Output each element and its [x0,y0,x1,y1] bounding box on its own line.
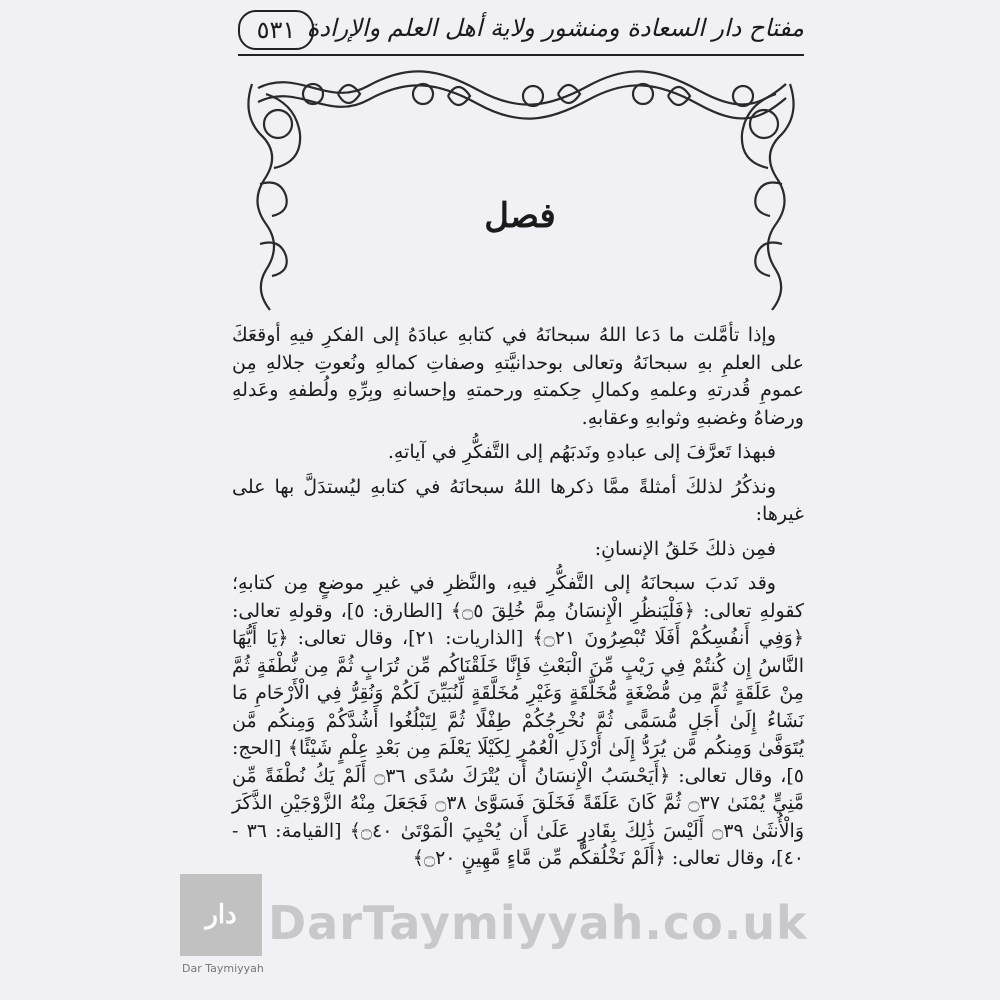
paragraph-5: وقد نَدبَ سبحانَهُ إلى التَّفكُّرِ فيهِ، والنَّظرِ في غيرِ موضعٍ مِن كتابهِ؛ كقولهِ تعالى: ﴿فَلْيَنظُرِ الْإِنسَانُ مِمَّ خُلِقَ ۝٥﴾ [الطارق: ٥]، وقولهِ تعالى: ﴿وَفِي أَنفُسِكُمْ أَفَلَا تُبْصِرُونَ ۝٢١﴾ [الذاريات: ٢١]، وقال تعالى: ﴿يَا أَيُّهَا النَّاسُ إِن كُنتُمْ فِي رَيْبٍ مِّنَ الْبَعْثِ فَإِنَّا خَلَقْنَاكُم مِّن تُرَابٍ ثُمَّ مِن نُّطْفَةٍ ثُمَّ مِنْ عَلَقَةٍ ثُمَّ مِن مُّضْغَةٍ مُّخَلَّقَةٍ وَغَيْرِ مُخَلَّقَةٍ لِّنُبَيِّنَ لَكُمْ وَنُقِرُّ فِي الْأَرْحَامِ مَا نَشَاءُ إِلَىٰ أَجَلٍ مُّسَمًّى ثُمَّ نُخْرِجُكُمْ طِفْلًا ثُمَّ لِتَبْلُغُوا أَشُدَّكُمْ وَمِنكُم مَّن يُتَوَفَّىٰ وَمِنكُم مَّن يُرَدُّ إِلَىٰ أَرْذَلِ الْعُمُرِ لِكَيْلَا يَعْلَمَ مِن بَعْدِ عِلْمٍ شَيْئًا﴾ [الحج: ٥]، وقال تعالى: ﴿أَيَحْسَبُ الْإِنسَانُ أَن يُتْرَكَ سُدًى ۝٣٦ أَلَمْ يَكُ نُطْفَةً مِّن مَّنِيٍّ يُمْنَىٰ ۝٣٧ ثُمَّ كَانَ عَلَقَةً فَخَلَقَ فَسَوَّىٰ ۝٣٨ فَجَعَلَ مِنْهُ الزَّوْجَيْنِ الذَّكَرَ وَالْأُنثَىٰ ۝٣٩ أَلَيْسَ ذَٰلِكَ بِقَادِرٍ عَلَىٰ أَن يُحْيِيَ الْمَوْتَىٰ ۝٤٠﴾ [القيامة: ٣٦ - ٤٠]، وقال تعالى: ﴿أَلَمْ نَخْلُقكُّم مِّن مَّاءٍ مَّهِينٍ ۝٢٠﴾ [232,572,805,869]
paragraph-2: فبهذا تَعرَّفَ إلى عبادهِ ونَدبَهُم إلى التَّفكُّرِ في آياتهِ. [387,441,776,463]
running-title: مفتاح دار السعادة ومنشور ولاية أهل العلم والإرادة [306,14,804,42]
floral-ornament-frame [238,64,804,314]
watermark-caption: Dar Taymiyyah [182,962,264,975]
paragraph-3: ونذكُرُ لذلكَ أمثلةً ممَّا ذكرها اللهُ سبحانَهُ في كتابهِ ليُستدَلَّ بها على غيرها: [232,475,804,525]
watermark-site: DarTaymiyyah.co.uk [268,896,808,950]
page-number: ٥٣١ [238,10,314,50]
body-text [232,322,804,880]
header-rule [238,54,804,56]
paragraph-4: فمِن ذلكَ خَلقُ الإنسانِ: [594,537,776,560]
section-title: فصل [484,196,556,236]
watermark-logo-icon: دار [180,874,262,956]
page-header [238,8,804,52]
paragraph-1: وإذا تأمَّلت ما دَعا اللهُ سبحانَهُ في كتابهِ عبادَهُ إلى الفكرِ فيهِ أوقعَكَ على العلمِ بهِ سبحانَهُ وتعالى بوحدانيَّتهِ وصفاتِ كمالهِ ونُعوتِ جلالهِ مِن عمومِ قُدرتهِ وعلمهِ وكمالِ حِكمتهِ ورحمتهِ وإحسانهِ وبِرِّهِ ولُطفهِ وعَدلهِ ورضاهُ وغضبهِ وثوابهِ وعقابهِ. [232,324,804,429]
